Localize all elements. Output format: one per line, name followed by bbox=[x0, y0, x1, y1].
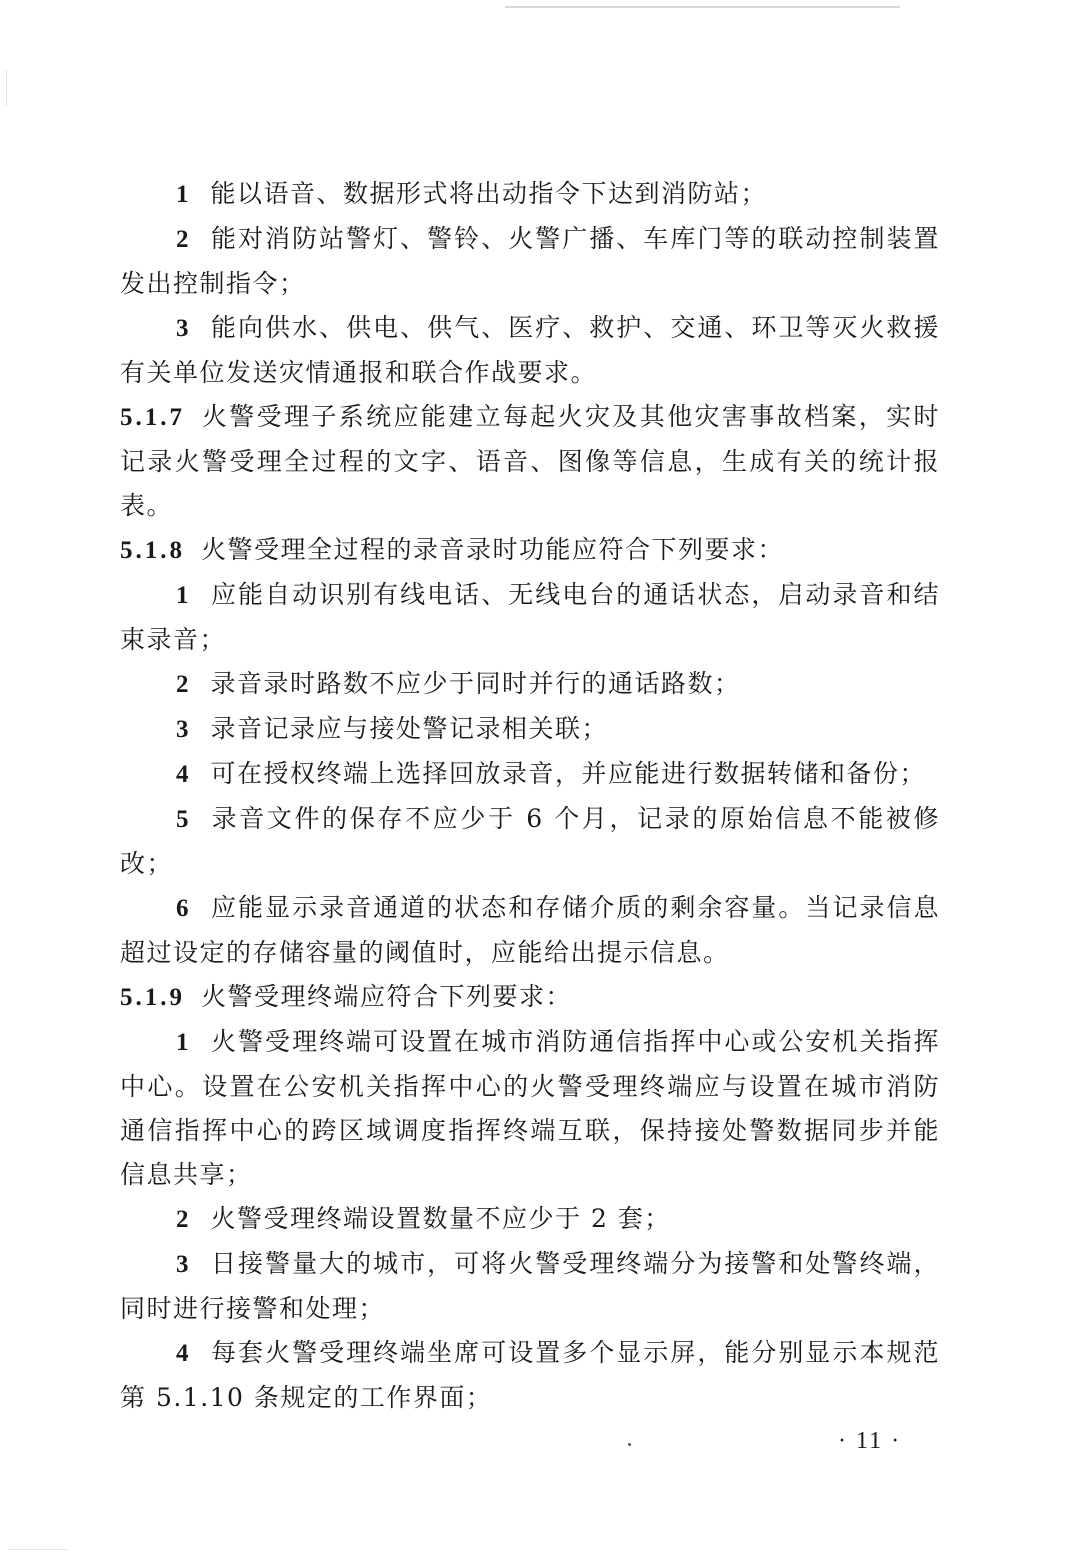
top-edge-rule bbox=[505, 6, 900, 8]
item-number: 3 bbox=[176, 1251, 189, 1278]
item-text: 每套火警受理终端坐席可设置多个显示屏，能分别显示本规范第 5.1.10 条规定的工作界面； bbox=[120, 1338, 940, 1412]
list-item bbox=[120, 752, 940, 797]
clause bbox=[120, 395, 940, 528]
page-number: · 11 · bbox=[838, 1428, 902, 1454]
list-item bbox=[120, 1197, 940, 1242]
item-text: 应能显示录音通道的状态和存储介质的剩余容量。当记录信息超过设定的存储容量的阈值时，应能给出提示信息。 bbox=[120, 893, 940, 967]
clause bbox=[120, 528, 940, 573]
list-item bbox=[120, 886, 940, 975]
list-item bbox=[120, 797, 940, 886]
item-number: 2 bbox=[176, 1206, 189, 1233]
list-item bbox=[120, 707, 940, 752]
list-item bbox=[120, 306, 940, 395]
item-text: 火警受理终端可设置在城市消防通信指挥中心或公安机关指挥中心。设置在公安机关指挥中心的火警受理终端应与设置在城市消防通信指挥中心的跨区域调度指挥终端互联，保持接处警数据同步并能信息共享； bbox=[120, 1027, 940, 1189]
list-item bbox=[120, 1242, 940, 1331]
item-number: 3 bbox=[176, 315, 189, 342]
item-number: 1 bbox=[176, 1029, 189, 1056]
item-text: 录音记录应与接处警记录相关联； bbox=[210, 714, 609, 743]
list-item bbox=[120, 172, 940, 217]
item-number: 3 bbox=[176, 716, 189, 743]
item-text: 录音录时路数不应少于同时并行的通话路数； bbox=[210, 669, 741, 698]
clause-text: 火警受理终端应符合下列要求： bbox=[201, 982, 573, 1011]
item-number: 6 bbox=[176, 895, 189, 922]
list-item bbox=[120, 662, 940, 707]
list-item bbox=[120, 1020, 940, 1197]
item-number: 1 bbox=[176, 181, 189, 208]
item-text: 应能自动识别有线电话、无线电台的通话状态，启动录音和结束录音； bbox=[120, 580, 940, 654]
item-text: 能以语音、数据形式将出动指令下达到消防站； bbox=[210, 179, 768, 208]
left-edge-mark bbox=[6, 70, 7, 106]
bottom-edge-mark bbox=[8, 1549, 68, 1550]
clause-number: 5.1.9 bbox=[120, 984, 185, 1011]
item-text: 录音文件的保存不应少于 6 个月，记录的原始信息不能被修改； bbox=[120, 804, 940, 878]
item-text: 能对消防站警灯、警铃、火警广播、车库门等的联动控制装置发出控制指令； bbox=[120, 224, 940, 298]
item-number: 2 bbox=[176, 671, 189, 698]
item-number: 4 bbox=[176, 761, 189, 788]
clause-number: 5.1.7 bbox=[120, 404, 185, 431]
item-text: 能向供水、供电、供气、医疗、救护、交通、环卫等灭火救援有关单位发送灾情通报和联合作战要求。 bbox=[120, 313, 940, 387]
item-number: 5 bbox=[176, 806, 189, 833]
item-number: 1 bbox=[176, 582, 189, 609]
clause-text: 火警受理全过程的录音录时功能应符合下列要求： bbox=[201, 535, 785, 564]
item-text: 可在授权终端上选择回放录音，并应能进行数据转储和备份； bbox=[210, 759, 927, 788]
item-number: 2 bbox=[176, 226, 189, 253]
item-number: 4 bbox=[176, 1340, 189, 1367]
clause-number: 5.1.8 bbox=[120, 537, 185, 564]
clause-text: 火警受理子系统应能建立每起火灾及其他灾害事故档案，实时记录火警受理全过程的文字、语音、图像等信息，生成有关的统计报表。 bbox=[120, 402, 940, 520]
list-item bbox=[120, 1331, 940, 1420]
list-item bbox=[120, 217, 940, 306]
body-text bbox=[120, 172, 940, 1420]
item-text: 日接警量大的城市，可将火警受理终端分为接警和处警终端，同时进行接警和处理； bbox=[120, 1249, 940, 1323]
list-item bbox=[120, 573, 940, 662]
scan-speck bbox=[628, 1443, 631, 1446]
item-text: 火警受理终端设置数量不应少于 2 套； bbox=[210, 1204, 671, 1233]
clause bbox=[120, 975, 940, 1020]
